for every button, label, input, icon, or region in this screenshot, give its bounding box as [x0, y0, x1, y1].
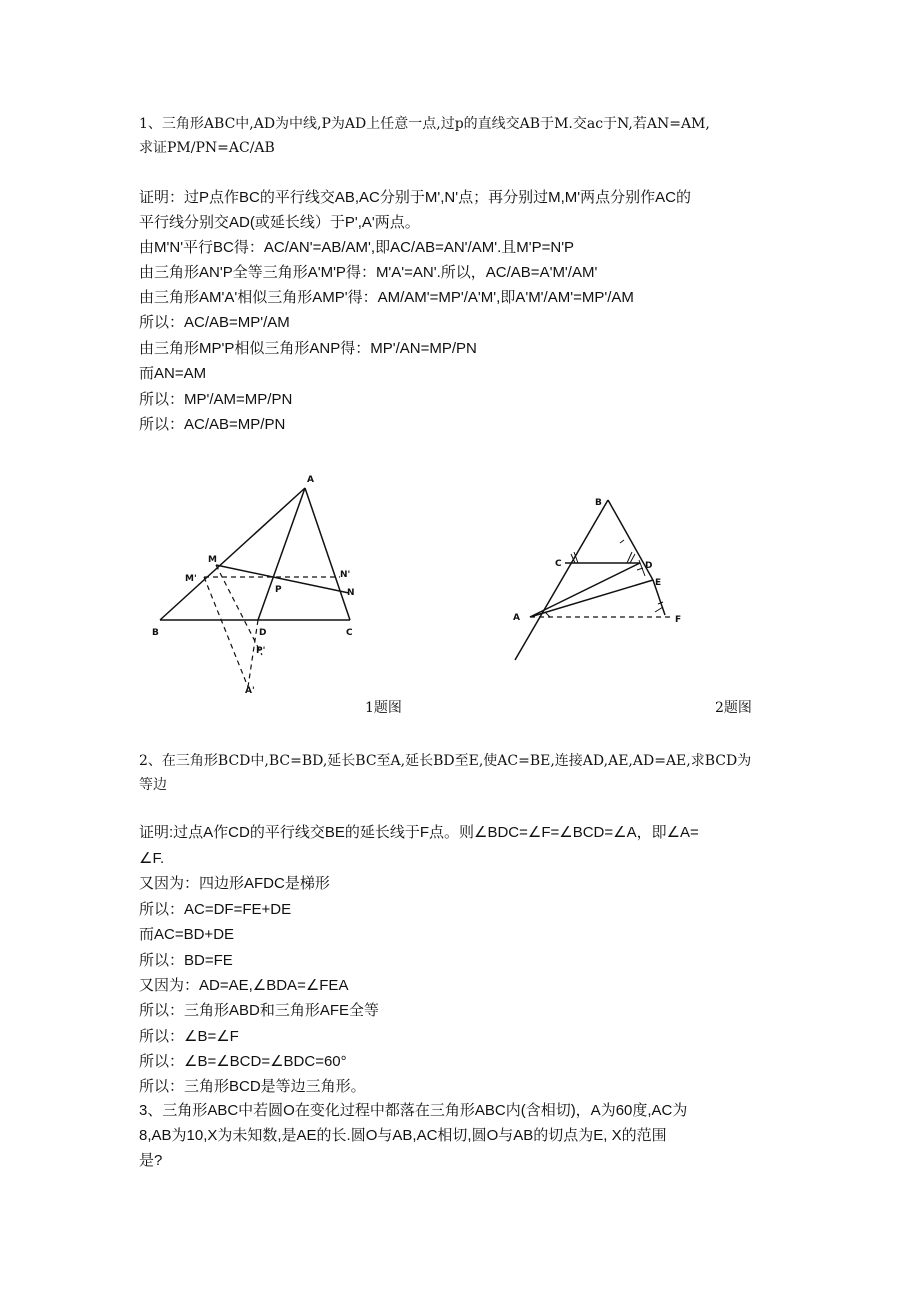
proof1-line: 由M'N'平行BC得：AC/AN'=AB/AM',即AC/AB=AN'/AM'.且M'P=N'P	[139, 239, 575, 256]
proof2-line: 证明:过点A作CD的平行线交BE的延长线于F点。则∠BDC=∠F=∠BCD=∠A，即∠A=	[139, 824, 699, 841]
fig1-label-A-prime: A'	[245, 686, 255, 696]
figure-1-diagram	[150, 465, 380, 700]
fig1-label-N-prime: N'	[340, 570, 351, 580]
proof2-line: 所以：三角形ABD和三角形AFE全等	[139, 1002, 380, 1019]
fig1-label-C: C	[346, 628, 353, 638]
figure-2-caption: 2题图	[715, 700, 752, 716]
problem3-line: 是?	[139, 1152, 163, 1169]
proof2-line: ∠F.	[139, 850, 165, 867]
problem3-line: 3、三角形ABC中若圆O在变化过程中都落在三角形ABC内(含相切)，A为60度,AC为	[139, 1102, 688, 1119]
fig2-label-D: D	[645, 561, 653, 571]
proof1-line: 平行线分别交AD(或延长线）于P',A'两点。	[139, 214, 420, 231]
fig1-label-D: D	[259, 628, 267, 638]
proof1-line: 由三角形AM'A'相似三角形AMP'得：AM/AM'=MP'/A'M',即A'M'/AM'=MP'/AM	[139, 289, 634, 306]
proof1-line: 所以：AC/AB=MP'/AM	[139, 314, 290, 331]
figure-2-diagram	[495, 490, 695, 665]
fig1-label-N: N	[347, 588, 355, 598]
proof2-line: 所以：BD=FE	[139, 952, 233, 969]
proof2-line: 所以：三角形BCD是等边三角形。	[139, 1078, 366, 1095]
fig1-label-M-prime: M'	[185, 574, 197, 584]
fig2-label-F: F	[675, 615, 682, 625]
fig2-label-C: C	[555, 559, 562, 569]
fig1-label-P: P	[275, 585, 282, 595]
proof1-line: 所以：AC/AB=MP/PN	[139, 416, 286, 433]
fig1-label-B: B	[152, 628, 159, 638]
proof1-line: 而AN=AM	[139, 365, 207, 382]
fig1-label-M: M	[208, 555, 217, 565]
problem1-question-line1: 1、三角形ABC中,AD为中线,P为AD上任意一点,过p的直线交AB于M.交ac于N,若AN=AM,	[139, 116, 710, 132]
figure-1-caption: 1题图	[365, 700, 402, 716]
proof2-line: 而AC=BD+DE	[139, 926, 235, 943]
fig2-label-B: B	[595, 498, 602, 508]
proof1-line: 所以：MP'/AM=MP/PN	[139, 391, 293, 408]
fig2-label-A: A	[513, 613, 520, 623]
proof1-line: 由三角形AN'P全等三角形A'M'P得：M'A'=AN'.所以，AC/AB=A'M'/AM'	[139, 264, 598, 281]
proof2-line: 所以：∠B=∠BCD=∠BDC=60°	[139, 1053, 347, 1070]
fig1-label-A: A	[307, 475, 314, 485]
fig1-label-P-prime: P'	[256, 646, 266, 656]
proof2-line: 所以：AC=DF=FE+DE	[139, 901, 292, 918]
proof1-line: 由三角形MP'P相似三角形ANP得：MP'/AN=MP/PN	[139, 340, 477, 357]
problem2-question-line1: 2、在三角形BCD中,BC=BD,延长BC至A,延长BD至E,使AC=BE,连接AD,AE,AD=AE,求BCD为	[139, 753, 752, 769]
proof2-line: 所以：∠B=∠F	[139, 1028, 239, 1045]
problem2-question-line2: 等边	[139, 777, 167, 793]
proof2-line: 又因为：AD=AE,∠BDA=∠FEA	[139, 977, 349, 994]
proof2-line: 又因为：四边形AFDC是梯形	[139, 875, 330, 892]
fig2-label-E: E	[655, 578, 662, 588]
proof1-line: 证明：过P点作BC的平行线交AB,AC分别于M',N'点；再分别过M,M'两点分别作AC的	[139, 189, 691, 206]
problem3-line: 8,AB为10,X为未知数,是AE的长.圆O与AB,AC相切,圆O与AB的切点为E, X的范围	[139, 1127, 667, 1144]
problem1-question-line2: 求证PM/PN=AC/AB	[139, 140, 275, 156]
